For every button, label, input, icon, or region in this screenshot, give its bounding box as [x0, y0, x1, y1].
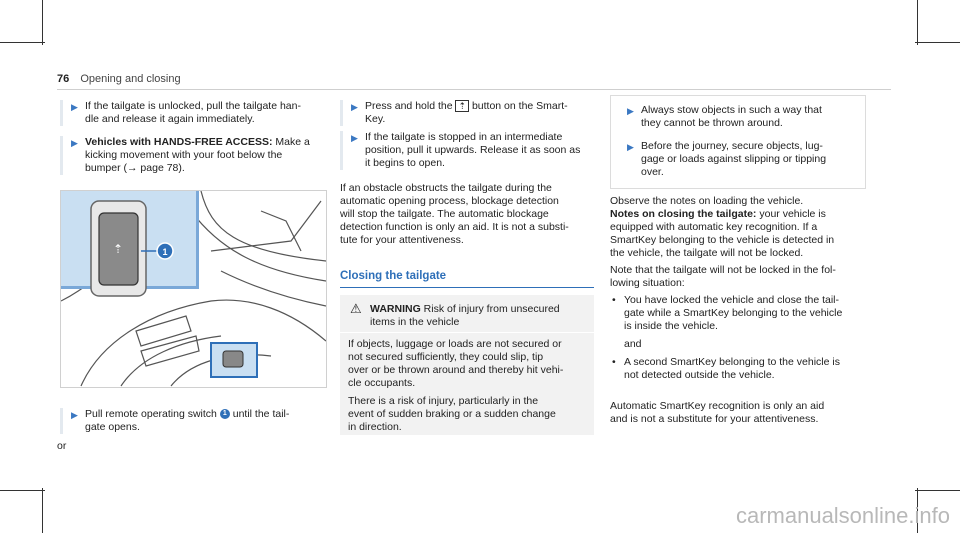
- text-line: equipped with automatic key recognition. If a: [610, 221, 818, 233]
- crop-mark: [0, 490, 45, 491]
- list-item: [610, 356, 875, 382]
- situation-list: [610, 294, 875, 382]
- hands-free-label: Vehicles with HANDS-FREE ACCESS:: [85, 136, 273, 148]
- text-line: Always stow objects in such a way that: [641, 104, 822, 116]
- text-line: event of sudden braking or a sudden change: [348, 408, 556, 420]
- crop-mark: [0, 42, 45, 43]
- tailgate-switch-illustration: [60, 190, 327, 388]
- section-rule: [340, 287, 594, 288]
- callout-number: 1: [162, 247, 168, 257]
- text-line: position, pull it upwards. Release it as soon as: [365, 144, 581, 156]
- step-smartkey: [340, 100, 615, 126]
- text-line: until the tail-: [229, 408, 290, 420]
- text-line: over.: [641, 166, 664, 178]
- text-line: tute for your attentiveness.: [340, 234, 464, 246]
- page-header: [57, 73, 181, 85]
- text-line: Pull remote operating switch: [85, 408, 220, 420]
- observe-note: Observe the notes on loading the vehicle.: [610, 195, 804, 207]
- text-line: in direction.: [348, 421, 402, 433]
- final-note: [610, 400, 875, 426]
- text-line: gate opens.: [85, 421, 140, 433]
- text-line: items in the vehicle: [370, 316, 460, 328]
- text-line: gage or loads against slipping or tipping: [641, 153, 827, 165]
- crop-mark: [917, 0, 918, 45]
- warning-triangle-icon: ⚠: [350, 301, 362, 316]
- step-arrow-icon: ▶: [71, 410, 78, 420]
- text-line: Key.: [365, 113, 386, 125]
- text-line: Risk of injury from unsecured: [423, 303, 560, 315]
- text-line: not detected outside the vehicle.: [624, 369, 775, 381]
- text-line: it begins to open.: [365, 157, 445, 169]
- door-panel-drawing: [61, 191, 326, 387]
- note-situation: [610, 264, 875, 290]
- text-line: button on the Smart-: [469, 100, 568, 112]
- warning-header: [370, 303, 590, 329]
- section-name: Opening and closing: [80, 73, 181, 85]
- text-line: • A second SmartKey belonging to the vehicle is: [624, 356, 840, 368]
- text-line: dle and release it again immediately.: [85, 113, 255, 125]
- header-rule: [57, 89, 891, 90]
- step-arrow-icon: ▶: [627, 142, 634, 152]
- notes-label: Notes on closing the tailgate:: [610, 208, 757, 220]
- step-arrow-icon: ▶: [71, 138, 78, 148]
- warning-body: [348, 338, 588, 434]
- step-arrow-icon: ▶: [71, 102, 78, 112]
- text-line: they cannot be thrown around.: [641, 117, 783, 129]
- crop-mark: [915, 490, 960, 491]
- svg-text:⇡: ⇡: [112, 242, 124, 256]
- text-line: and is not a substitute for your attentiveness.: [610, 413, 819, 425]
- warning-divider: [340, 332, 594, 333]
- text-line: automatic opening process, blockage detection: [340, 195, 559, 207]
- page-reference-link[interactable]: bumper (→ page 78).: [85, 162, 185, 174]
- page-number: 76: [57, 73, 70, 85]
- text-line: gate while a SmartKey belonging to the vehicle: [624, 307, 843, 319]
- text-line: detection function is only an aid. It is not a substi-: [340, 221, 569, 233]
- section-title: Closing the tailgate: [340, 270, 447, 282]
- warning-box: [340, 295, 594, 435]
- text-line: Before the journey, secure objects, lug-: [641, 140, 823, 152]
- text-line: If objects, luggage or loads are not secured or: [348, 338, 562, 350]
- or-separator: or: [57, 440, 67, 452]
- text-line: Note that the tailgate will not be locked in the fol-: [610, 264, 836, 276]
- text-line: Press and hold the: [365, 100, 456, 112]
- crop-mark: [915, 42, 960, 43]
- text-line: Make a: [272, 136, 310, 148]
- notes-closing-paragraph: [610, 208, 875, 260]
- text-line: lowing situation:: [610, 277, 685, 289]
- text-line: If the tailgate is stopped in an intermediate: [365, 131, 563, 143]
- step-arrow-icon: ▶: [351, 133, 358, 143]
- crop-mark: [42, 488, 43, 533]
- step-unlock: [60, 100, 335, 126]
- text-line: kicking movement with your foot below the: [85, 149, 283, 161]
- text-line: is inside the vehicle.: [624, 320, 718, 332]
- text-line: Automatic SmartKey recognition is only an aid: [610, 400, 825, 412]
- step-arrow-icon: ▶: [627, 106, 634, 116]
- callout-marker: 1: [220, 409, 230, 419]
- warning-label: WARNING: [370, 303, 421, 315]
- step-hands-free: [60, 136, 335, 175]
- crop-mark: [42, 0, 43, 45]
- text-line: There is a risk of injury, particularly in the: [348, 395, 539, 407]
- watermark: carmanualsonline.info: [735, 503, 950, 528]
- blockage-detection-paragraph: [340, 182, 600, 247]
- text-line: not secured sufficiently, they could slip, tip: [348, 351, 544, 363]
- tailgate-icon: ⇡: [455, 100, 469, 112]
- instruction-box: [610, 95, 866, 189]
- text-line: your vehicle is: [756, 208, 826, 220]
- text-line: over or be thrown around and thereby hit vehi-: [348, 364, 564, 376]
- step-secure-objects: [619, 140, 861, 179]
- text-line: SmartKey belonging to the vehicle is detected in: [610, 234, 835, 246]
- step-arrow-icon: ▶: [351, 102, 358, 112]
- list-item: [610, 294, 875, 333]
- text-line: If an obstacle obstructs the tailgate during the: [340, 182, 552, 194]
- step-stow-objects: [619, 104, 861, 130]
- and-connector: and: [624, 338, 642, 350]
- text-line: If the tailgate is unlocked, pull the tailgate han-: [85, 100, 301, 112]
- text-line: cle occupants.: [348, 377, 416, 389]
- step-intermediate: [340, 131, 615, 170]
- text-line: • You have locked the vehicle and close the tail-: [624, 294, 840, 306]
- step-remote-switch: [60, 408, 335, 434]
- text-line: the vehicle, the tailgate will not be locked.: [610, 247, 804, 259]
- text-line: will stop the tailgate. The automatic blockage: [340, 208, 549, 220]
